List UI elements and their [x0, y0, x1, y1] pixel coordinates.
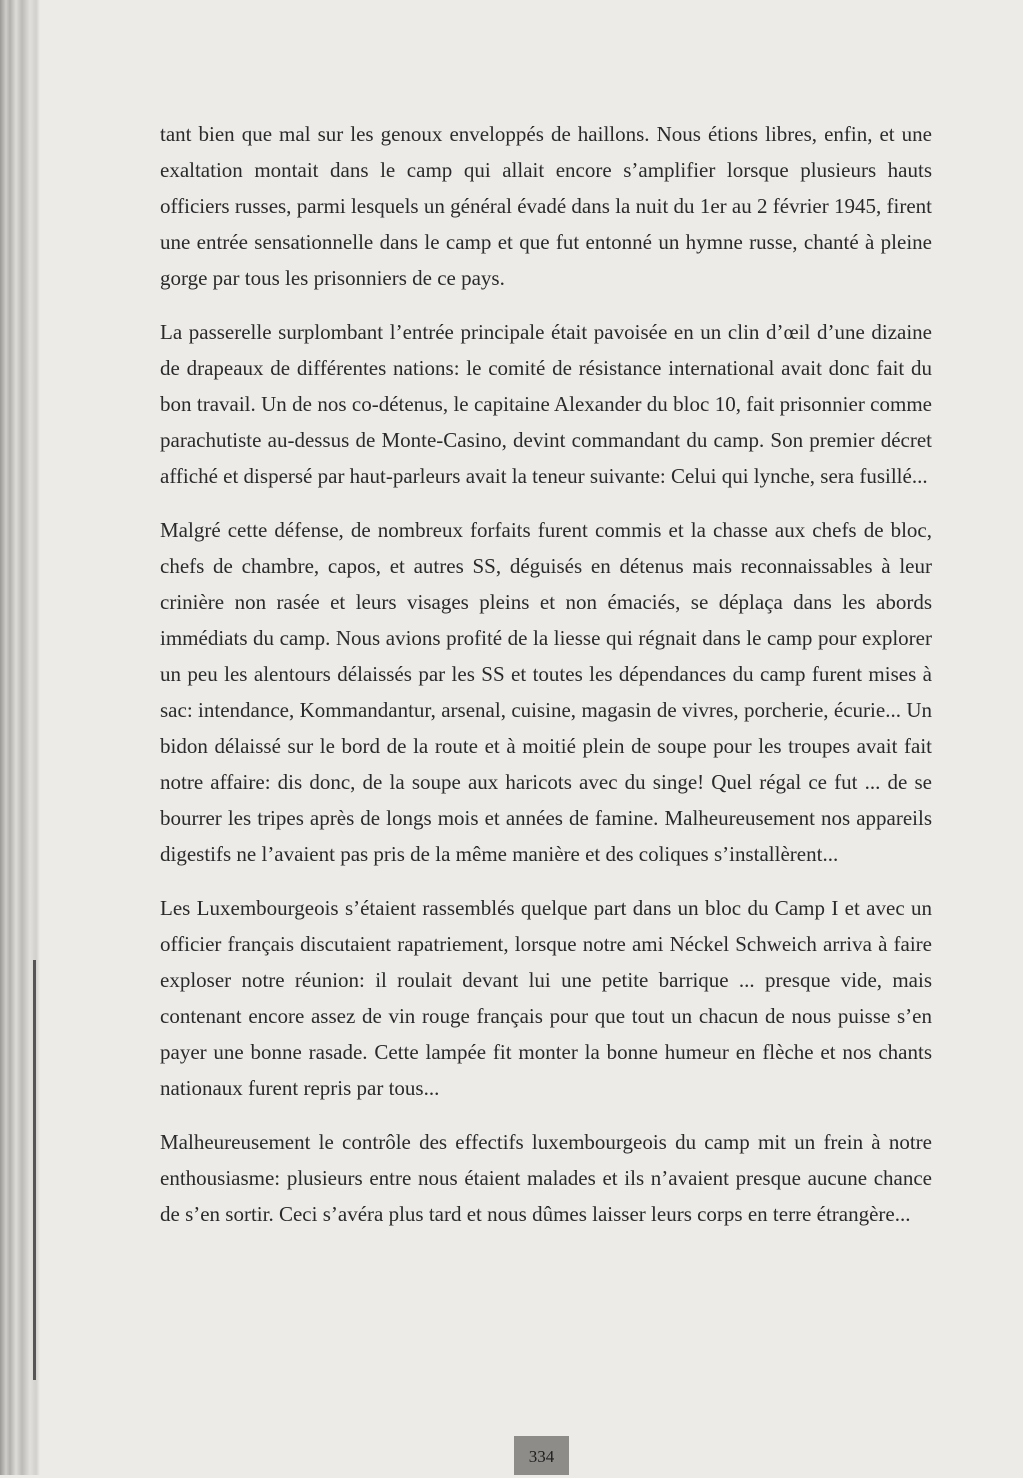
paragraph-5: Malheureusement le contrôle des effectifs luxembourgeois du camp mit un frein à notre enthousiasme: plusieurs entre nous étaient malades et ils n’avaient presque aucune chance de s’en sortir. Ceci s’avéra plus tard et nous dûmes laisser leurs corps en terre étrangère...: [160, 1130, 932, 1226]
paragraph-1: tant bien que mal sur les genoux enveloppés de haillons. Nous étions libres, enfin, et une exaltation montait dans le camp qui allait encore s’amplifier lorsque plusieurs hauts officiers russes, parmi lesquels un général évadé dans la nuit du 1er au 2 février 1945, firent une entrée sensationnelle dans le camp et que fut entonné un hymne russe, chanté à pleine gorge par tous les prisonniers de ce pays.: [160, 122, 932, 290]
page-number: 334: [514, 1436, 569, 1475]
paragraph-4: Les Luxembourgeois s’étaient rassemblés quelque part dans un bloc du Camp I et avec un officier français discutaient rapatriement, lorsque notre ami Néckel Schweich arriva à faire exploser notre réunion: il roulait devant lui une petite barrique ... presque vide, mais contenant encore assez de vin rouge français pour que tout un chacun de nous puisse s’en payer une bonne rasade. Cette lampée fit monter la bonne humeur en flèche et nos chants nationaux furent repris par tous...: [160, 896, 932, 1100]
paragraph-2: La passerelle surplombant l’entrée principale était pavoisée en un clin d’œil d’une dizaine de drapeaux de différentes nations: le comité de résistance international avait donc fait du bon travail. Un de nos co-détenus, le capitaine Alexander du bloc 10, fait prisonnier comme parachutiste au-dessus de Monte-Casino, devint commandant du camp. Son premier décret affiché et dispersé par haut-parleurs avait la teneur suivante: Celui qui lynche, sera fusillé...: [160, 320, 932, 488]
paragraph-3: Malgré cette défense, de nombreux forfaits furent commis et la chasse aux chefs de bloc, chefs de chambre, capos, et autres SS, déguisés en détenus mais reconnaissables à leur crinière non rasée et leurs visages pleins et non émaciés, se déplaça dans les abords immédiats du camp. Nous avions profité de la liesse qui régnait dans le camp pour explorer un peu les alentours délaissés par les SS et toutes les dépendances du camp furent mises à sac: intendance, Kommandantur, arsenal, cuisine, magasin de vivres, porcherie, écurie... Un bidon délaissé sur le bord de la route et à moitié plein de soupe pour les troupes avait fait notre affaire: dis donc, de la soupe aux haricots avec du singe! Quel régal ce fut ... de se bourrer les tripes après de longs mois et années de famine. Malheureusement nos appareils digestifs ne l’avaient pas pris de la même manière et des coliques s’installèrent...: [160, 518, 932, 866]
body-text: [160, 116, 932, 1250]
gutter-shadow-line: [33, 960, 36, 1380]
